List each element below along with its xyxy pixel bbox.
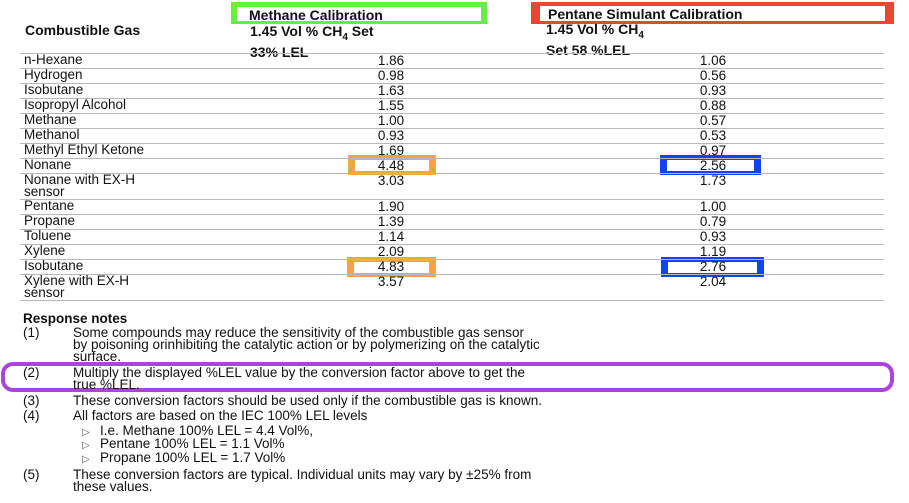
pentane-factor: 0.53 <box>699 128 727 143</box>
methane-factor: 1.86 <box>377 53 405 68</box>
gas-name: Isopropyl Alcohol <box>24 97 127 112</box>
pentane-factor: 1.19 <box>699 244 727 259</box>
pentane-factor: 1.06 <box>699 53 727 68</box>
pentane-calibration-title: Pentane Simulant Calibration <box>548 6 743 22</box>
table-row <box>20 143 884 158</box>
methane-factor: 0.93 <box>377 128 405 143</box>
gas-name: Methyl Ethyl Ketone <box>24 142 145 157</box>
table-row <box>20 259 884 274</box>
methane-factor: 4.83 <box>377 259 405 274</box>
pentane-factor: 0.93 <box>699 229 727 244</box>
pentane-factor: 0.97 <box>699 143 727 158</box>
methane-factor: 3.03 <box>377 173 405 188</box>
methane-factor: 1.55 <box>377 98 405 113</box>
gas-name: Hydrogen <box>24 67 83 82</box>
methane-factor: 1.90 <box>377 199 405 214</box>
table-row <box>20 113 884 128</box>
methane-factor: 0.98 <box>377 68 405 83</box>
gas-name: n-Hexane <box>24 52 83 67</box>
gas-name: Toluene <box>24 228 72 243</box>
methane-factor: 2.09 <box>377 244 405 259</box>
note-4-subitem-propane: ▷ Propane 100% LEL = 1.7 Vol% <box>82 450 286 465</box>
methane-factor: 4.48 <box>377 158 405 173</box>
pentane-factor: 1.00 <box>699 199 727 214</box>
pentane-factor: 2.76 <box>699 259 727 274</box>
pentane-factor: 0.56 <box>699 68 727 83</box>
combustible-gas-header: Combustible Gas <box>25 22 141 38</box>
gas-name: Nonane with EX-H sensor <box>24 172 136 199</box>
pentane-factor: 0.93 <box>699 83 727 98</box>
table-row <box>20 244 884 259</box>
pentane-factor: 0.88 <box>699 98 727 113</box>
pentane-factor: 0.57 <box>699 113 727 128</box>
methane-calibration-subtitle: 1.45 Vol % $CH_4$ Set 33% LEL <box>250 23 374 60</box>
pentane-factor: 2.04 <box>699 274 727 289</box>
table-row <box>20 83 884 98</box>
pentane-calibration-subtitle: 1.45 Vol % $CH_4$ Set 58 %LEL <box>546 21 644 58</box>
gas-name: Xylene with EX-H sensor <box>24 273 130 300</box>
response-notes-title: Response notes <box>23 311 128 326</box>
gas-name: Isobutane <box>24 258 84 273</box>
table-row <box>20 199 884 214</box>
table-row <box>20 173 884 199</box>
note-4-subitem-methane: ▷ I.e. Methane 100% LEL = 4.4 Vol%, <box>82 423 314 438</box>
table-row <box>20 128 884 143</box>
methane-factor: 1.69 <box>377 143 405 158</box>
table-row <box>20 68 884 83</box>
gas-name: Propane <box>24 213 76 228</box>
gas-name: Methanol <box>24 127 80 142</box>
table-row <box>20 98 884 113</box>
table-row <box>20 214 884 229</box>
gas-name: Nonane <box>24 157 72 172</box>
gas-name: Xylene <box>24 243 66 258</box>
methane-factor: 3.57 <box>377 274 405 289</box>
methane-factor: 1.63 <box>377 83 405 98</box>
arrow-bullet-icon: ▷ <box>82 440 90 451</box>
methane-factor: 1.39 <box>377 214 405 229</box>
table-row <box>20 274 884 300</box>
arrow-bullet-icon: ▷ <box>82 427 90 438</box>
conversion-factor-table <box>20 53 884 301</box>
methane-factor: 1.00 <box>377 113 405 128</box>
methane-factor: 1.14 <box>377 229 405 244</box>
gas-name: Methane <box>24 112 77 127</box>
table-row <box>20 53 884 68</box>
pentane-factor: 2.56 <box>699 158 727 173</box>
arrow-bullet-icon: ▷ <box>82 454 90 465</box>
note-4-subitem-pentane: ▷ Pentane 100% LEL = 1.1 Vol% <box>82 436 285 451</box>
gas-name: Isobutane <box>24 82 84 97</box>
table-row <box>20 158 884 173</box>
pentane-factor: 0.79 <box>699 214 727 229</box>
methane-calibration-title: Methane Calibration <box>249 7 383 23</box>
gas-name: Pentane <box>24 198 75 213</box>
table-bottom-border <box>20 300 884 301</box>
pentane-factor: 1.73 <box>699 173 727 188</box>
table-row <box>20 229 884 244</box>
